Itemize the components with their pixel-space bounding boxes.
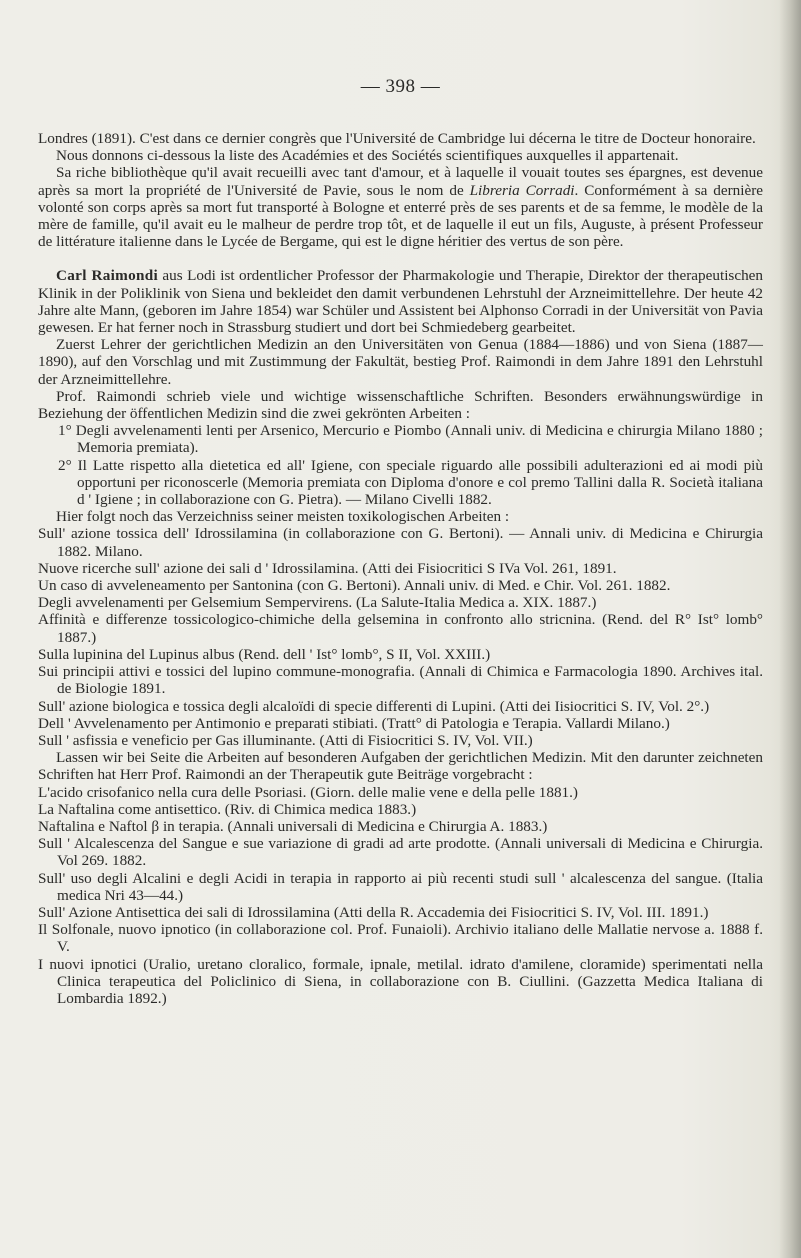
reference-item: Sull ' asfissia e veneficio per Gas illuminante. (Atti di Fisiocritici S. IV, Vol. VII.) xyxy=(38,731,533,749)
reference-item: L'acido crisofanico nella cura delle Psoriasi. (Giorn. delle malie vene e della pelle 1881.) xyxy=(38,783,578,801)
reference-item: Sull ' Alcalescenza del Sangue e sue variazione di gradi ad arte prodotte. (Annali universali di Medicina e Chirurgia. Vol 269. 1882. xyxy=(38,835,763,870)
reference-item: Un caso di avveleneamento per Santonina (con G. Bertoni). Annali univ. di Med. e Chir. Vol. 261. 1882. xyxy=(38,577,671,595)
person-name: Carl Raimondi xyxy=(56,267,158,285)
bio-paragraph-4: Hier folgt noch das Verzeichniss seiner meisten toxikologischen Arbeiten : xyxy=(56,508,510,526)
toxicology-reference-list xyxy=(38,525,763,749)
reference-item: Sulla lupinina del Lupinus albus (Rend. dell ' Ist° lomb°, S II, Vol. XXIII.) xyxy=(38,645,491,663)
bio-paragraph-1 xyxy=(38,267,763,336)
reference-item: La Naftalina come antisettico. (Riv. di Chimica medica 1883.) xyxy=(38,800,417,818)
bio-paragraph-5: Lassen wir bei Seite die Arbeiten auf besonderen Aufgaben der gerichtlichen Medizin. Mit den darunter zeichneten Schriften hat Herr Prof. Raimondi an der Therapeutik gute Beiträge vorgebracht : xyxy=(38,749,763,784)
reference-item: Sull' azione biologica e tossica degli alcaloïdi di specie differenti di Lupini. (Atti dei Iisiocritici S. IV, Vol. 2°.) xyxy=(38,697,710,715)
page-body xyxy=(38,130,763,1007)
awarded-work-2: 2° Il Latte rispetto alla dietetica ed all' Igiene, con speciale riguardo alle possibili adulterazioni ed ai modi più opportuni per riconoscerle (Memoria premiata con Diploma d'onore e col premo Tallini dalla R. Società italiana d ' Igiene ; in collaborazione con G. Pietra). — Milano Civelli 1882. xyxy=(58,456,763,509)
intro-text-c: . Conformément à sa dernière volonté son corps après sa mort fut transporté à Bologne et enterré près de ses parents et de sa femme, le modèle de la mère de famille, qu'il avait eu le malheur de perdre trop tôt, et de laquelle il eut un fils, Auguste, à présent Professeur de littérature italienne dans le Lycée de Bergame, qui est le digne héritier des vertus de son père. xyxy=(38,181,763,251)
reference-item: Sull' uso degli Alcalini e degli Acidi in terapia in rapporto ai più recenti studi sull ' alcalescenza del sangue. (Italia medica Nri 43—44.) xyxy=(38,869,763,904)
reference-item: Il Solfonale, nuovo ipnotico (in collaborazione col. Prof. Funaioli). Archivio italiano delle Mallatie nervose a. 1888 f. V. xyxy=(38,921,763,956)
reference-item: Naftalina e Naftol β in terapia. (Annali universali di Medicina e Chirurgia A. 1883.) xyxy=(38,817,548,835)
therapeutics-reference-list xyxy=(38,784,763,1008)
bio-paragraph-3: Prof. Raimondi schrieb viele und wichtige wissenschaftliche Schriften. Besonders erwähnungswürdige in Beziehung der öffentlichen Medizin sind die zwei gekrönten Arbeiten : xyxy=(38,387,763,423)
intro-paragraph-2: Nous donnons ci-dessous la liste des Académies et des Sociétés scientifiques auxquelles il appartenait. xyxy=(56,147,679,165)
page-edge-shadow xyxy=(779,0,801,1258)
reference-item: Sull' azione tossica dell' Idrossilamina (in collaborazione con G. Bertoni). — Annali univ. di Medicina e Chirurgia 1882. Milano. xyxy=(38,525,763,560)
intro-paragraph-3 xyxy=(38,164,763,250)
reference-item: I nuovi ipnotici (Uralio, uretano cloralico, formale, ipnale, metilal. idrato d'amilene, cloramide) sperimentati nella Clinica terapeutica del Policlinico di Siena, in collaborazione con B. Ciullini. (Gazzetta Medica Italiana di Lombardia 1892.) xyxy=(38,955,763,1007)
reference-item: Dell ' Avvelenamento per Antimonio e preparati stibiati. (Tratt° di Patologia e Terapia. Vallardi Milano.) xyxy=(38,714,670,732)
intro-text-a: Sa riche bibliothèque qu'il avait recueilli avec tant d'amour, et à laquelle il vouait toutes ses épargnes, est devenue après sa mort la propriété de l'Université de Pavie, sous le nom de xyxy=(38,164,763,199)
reference-item: Affinità e differenze tossicologico-chimiche della gelsemina in confronto allo stricnina. (Rend. del R° Ist° lomb° 1887.) xyxy=(38,611,763,646)
library-name: Libreria Corradi xyxy=(469,181,575,199)
bio-text-1: aus Lodi ist ordentlicher Professor der Pharmakologie und Therapie, Direktor der therapeutischen Klinik in der Poliklinik von Siena und bekleidet den damit verbundenen Lehrstuhl der Arzneimittellehre. Der heute 42 Jahre alte Mann, (geboren im Jahre 1854) war Schüler und Assistent bei Alphonso Corradi in der Universität von Pavia gewesen. Er hat ferner noch in Strassburg studiert und dort bei Schmiedeberg gearbeitet. xyxy=(38,267,763,337)
reference-item: Degli avvelenamenti per Gelsemium Sempervirens. (La Salute-Italia Medica a. XIX. 1887.) xyxy=(38,594,597,612)
awarded-work-1: 1° Degli avvelenamenti lenti per Arsenico, Mercurio e Piombo (Annali univ. di Medicina e chirurgia Milano 1880 ; Memoria premiata). xyxy=(58,422,763,457)
reference-item: Sui principii attivi e tossici del lupino commune-monografia. (Annali di Chimica e Farmacologia 1890. Archives ital. de Biologie 1891. xyxy=(38,663,763,698)
page-number: — 398 — xyxy=(360,76,441,97)
reference-item: Nuove ricerche sull' azione dei sali d ' Idrossilamina. (Atti dei Fisiocritici S IVa Vol. 261, 1891. xyxy=(38,559,617,577)
intro-paragraph-1: Londres (1891). C'est dans ce dernier congrès que l'Université de Cambridge lui décerna le titre de Docteur honoraire. xyxy=(38,130,756,147)
reference-item: Sull' Azione Antisettica dei sali di Idrossilamina (Atti della R. Accademia dei Fisiocritici S. IV, Vol. III. 1891.) xyxy=(38,903,709,921)
bio-paragraph-2: Zuerst Lehrer der gerichtlichen Medizin an den Universitäten von Genua (1884—1886) und von Siena (1887—1890), auf den Vorschlag und mit Zustimmung der Fakultät, bestieg Prof. Raimondi in dem Jahre 1891 den Lehrstuhl der Arzneimittellehre. xyxy=(38,336,763,388)
